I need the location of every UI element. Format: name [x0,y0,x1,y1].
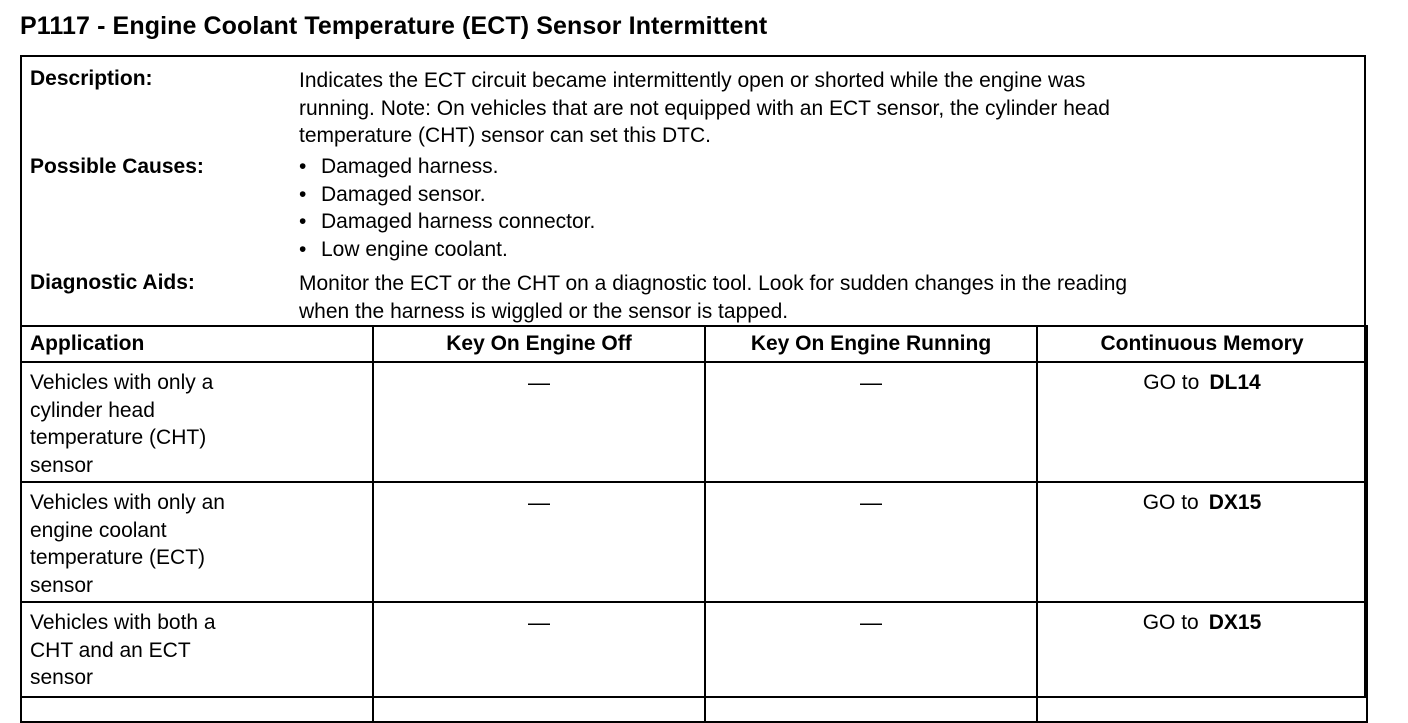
dtc-info-box [20,55,1366,698]
possible-causes-list [299,153,1359,263]
application-cell: Vehicles with only a cylinder head temperature (CHT) sensor [21,362,373,482]
koeo-cell: — [373,362,705,482]
header-application: Application [21,326,373,362]
description-text [299,67,1359,150]
description-label: Description: [30,67,153,90]
application-cell: Vehicles with both a CHT and an ECT sensor [21,602,373,722]
continuous-memory-cell: GO to DX15 [1037,482,1367,602]
diagnostic-aids-line: Monitor the ECT or the CHT on a diagnostic tool. Look for sudden changes in the reading [299,272,1128,295]
cause-item: • Damaged sensor. [299,182,486,206]
koer-cell: — [705,482,1037,602]
cause-item: • Damaged harness. [299,155,499,178]
table-row [21,362,1367,482]
application-cell: Vehicles with only an engine coolant temperature (ECT) sensor [21,482,373,602]
cause-item: • Low engine coolant. [299,237,508,261]
header-continuous-memory: Continuous Memory [1037,326,1367,362]
koeo-cell: — [373,602,705,722]
diagnostic-aids-label: Diagnostic Aids: [30,271,195,294]
table-header-row [21,326,1367,362]
header-koeo: Key On Engine Off [373,326,705,362]
continuous-memory-cell: GO to DL14 [1037,362,1367,482]
cause-item: • Damaged harness connector. [299,210,596,233]
description-line: running. Note: On vehicles that are not equipped with an ECT sensor, the cylinder head [299,96,1110,120]
description-line: temperature (CHT) sensor can set this DTC. [299,124,711,147]
description-line: Indicates the ECT circuit became intermittently open or shorted while the engine was [299,69,1086,92]
continuous-memory-cell: GO to DX15 [1037,602,1367,722]
diagnostic-aids-line: when the harness is wiggled or the sensor is tapped. [299,299,789,323]
goto-dx15-link[interactable]: DX15 [1208,491,1262,514]
application-table [20,325,1368,723]
possible-causes-label: Possible Causes: [30,155,204,178]
diagnostic-aids-text [299,270,1359,325]
header-koer: Key On Engine Running [705,326,1037,362]
koer-cell: — [705,602,1037,722]
goto-dx15-link[interactable]: DX15 [1208,611,1262,634]
koeo-cell: — [373,482,705,602]
page-title: P1117 - Engine Coolant Temperature (ECT) Sensor Intermittent [20,12,768,40]
goto-dl14-link[interactable]: DL14 [1209,371,1261,394]
koer-cell: — [705,362,1037,482]
table-row [21,482,1367,602]
table-row [21,602,1367,722]
